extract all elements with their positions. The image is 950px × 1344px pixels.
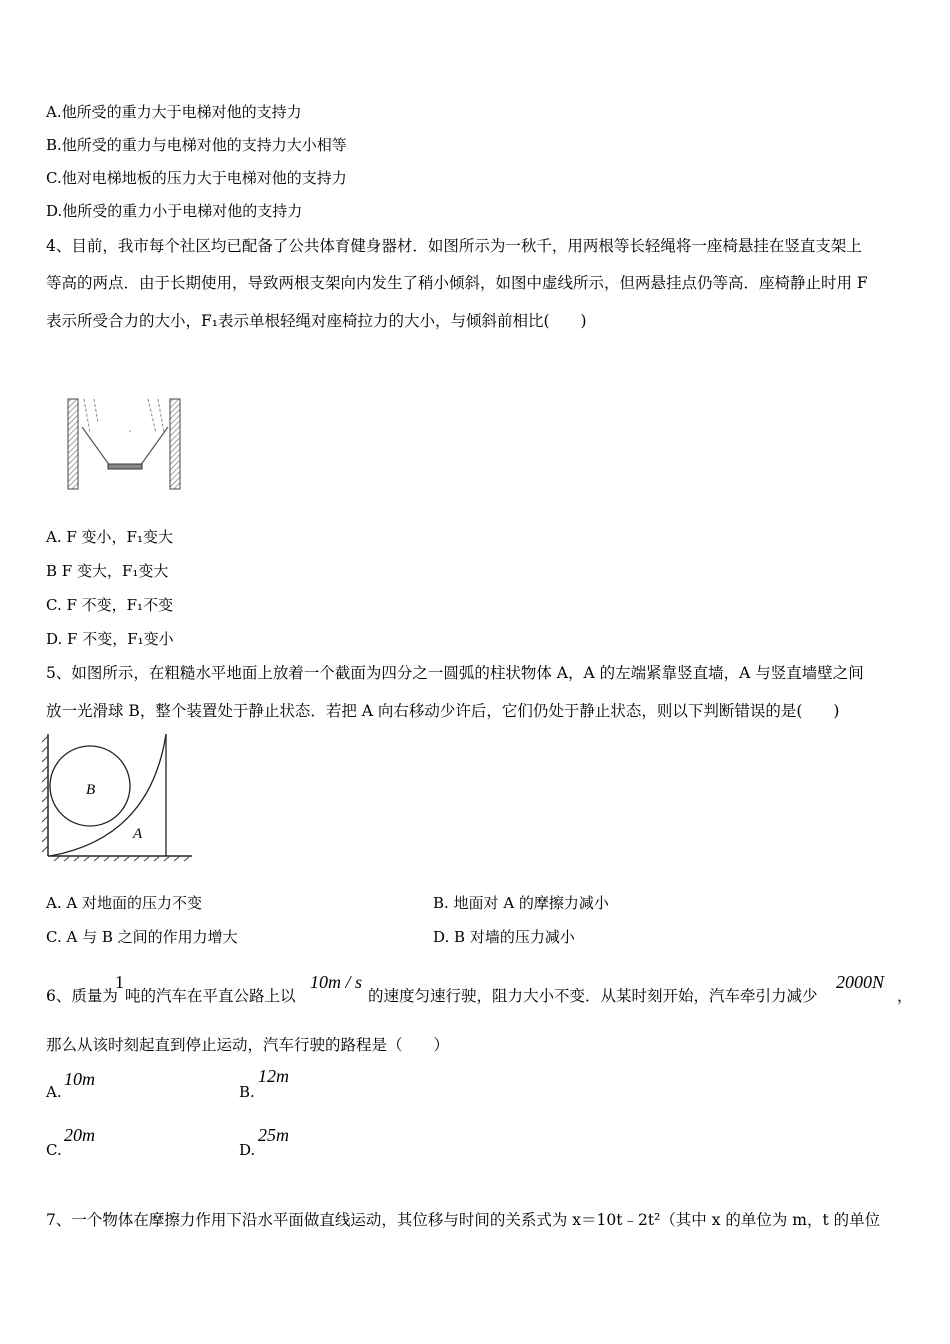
- q5-option-d: D. B 对墙的压力减小: [433, 928, 575, 946]
- q4-option-c: C. F 不变，F₁不变: [46, 596, 174, 614]
- q4-option-b: B F 变大，F₁变大: [46, 562, 169, 580]
- q7-line-1: 7、一个物体在摩擦力作用下沿水平面做直线运动，其位移与时间的关系式为 x＝10t﹣2t²（其中 x 的单位为 m，t 的单位: [46, 1211, 881, 1229]
- q6-seg-3: 的速度匀速行驶，阻力大小不变．从某时刻开始，汽车牵引力减少: [368, 987, 818, 1005]
- q5-option-c: C. A 与 B 之间的作用力增大: [46, 928, 238, 946]
- q6-option-c-value: 20m: [64, 1125, 95, 1145]
- ball-block-figure: [40, 730, 200, 862]
- q6-mass: 1: [115, 972, 124, 992]
- q4-line-3: 表示所受合力的大小，F₁表示单根轻绳对座椅拉力的大小，与倾斜前相比( ): [46, 312, 587, 330]
- q4-option-a: A. F 变小，F₁变大: [46, 528, 173, 546]
- q6-option-d-value: 25m: [258, 1125, 289, 1145]
- label-b: B: [86, 782, 96, 798]
- q5-line-2: 放一光滑球 B，整个装置处于静止状态．若把 A 向右移动少许后，它们仍处于静止状态，则以下判断错误的是( ): [46, 702, 840, 720]
- q5-option-a: A. A 对地面的压力不变: [46, 894, 202, 912]
- option-b: B.他所受的重力与电梯对他的支持力大小相等: [46, 136, 347, 154]
- q6-seg-4: ，: [897, 987, 913, 1005]
- q6-speed: 10m / s: [310, 972, 363, 992]
- q6-seg-1: 6、质量为: [46, 987, 118, 1005]
- option-a: A.他所受的重力大于电梯对他的支持力: [46, 103, 302, 121]
- q4-line-2: 等高的两点．由于长期使用，导致两根支架向内发生了稍小倾斜，如图中虚线所示，但两悬挂点仍等高．座椅静止时用 F: [46, 274, 868, 292]
- q6-option-a-letter: A.: [46, 1083, 62, 1101]
- label-a: A: [133, 826, 143, 842]
- option-d: D.他所受的重力小于电梯对他的支持力: [46, 202, 303, 220]
- q6-line-2: 那么从该时刻起直到停止运动，汽车行驶的路程是（ ）: [46, 1036, 450, 1054]
- q4-line-1: 4、目前，我市每个社区均已配备了公共体育健身器材．如图所示为一秋千，用两根等长轻绳将一座椅悬挂在竖直支架上: [46, 237, 862, 255]
- q6-option-c-letter: C.: [46, 1141, 62, 1159]
- q6-option-b-value: 12m: [258, 1066, 289, 1086]
- q6-force: 2000N: [836, 972, 885, 992]
- q5-option-b: B. 地面对 A 的摩擦力减小: [433, 894, 609, 912]
- option-c: C.他对电梯地板的压力大于电梯对他的支持力: [46, 169, 347, 187]
- swing-figure: [60, 393, 190, 495]
- q4-option-d: D. F 不变，F₁变小: [46, 630, 174, 648]
- q6-option-b-letter: B.: [239, 1083, 255, 1101]
- q6-option-d-letter: D.: [239, 1141, 256, 1159]
- q6-seg-2: 吨的汽车在平直公路上以: [125, 987, 296, 1005]
- q6-option-a-value: 10m: [64, 1069, 95, 1089]
- q5-line-1: 5、如图所示，在粗糙水平地面上放着一个截面为四分之一圆弧的柱状物体 A，A 的左端紧靠竖直墙，A 与竖直墙壁之间: [46, 664, 864, 682]
